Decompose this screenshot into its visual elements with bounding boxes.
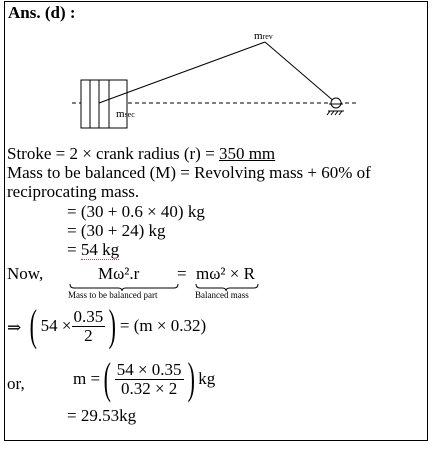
implies-arrow: ⇒	[7, 318, 22, 337]
rhs-caption: Balanced mass	[195, 290, 249, 300]
lhs-caption: Mass to be balanced part	[68, 290, 158, 300]
impl-rhs: = (m × 0.32)	[119, 316, 207, 335]
mass-line-2: reciprocating mass.	[7, 182, 140, 201]
or-unit: kg	[198, 369, 216, 388]
impl-fraction: $\frac{0.35}{2}$	[73, 306, 104, 345]
now-equals: =	[177, 264, 187, 283]
equation-2: = (30 + 24) kg	[67, 221, 166, 240]
or-fraction: $\frac{54 \times 0.35}{0.32 \times 2}$	[116, 359, 182, 398]
implies-expression: ( 54 × $\frac{0.35}{2}$ ) = (m × 0.32)	[29, 301, 207, 350]
now-lhs: Mω².r	[98, 264, 140, 283]
equation-3: = 54 kg	[67, 240, 120, 259]
now-label: Now,	[7, 264, 44, 283]
stroke-line: Stroke = 2 × crank radius (r) = 350 mm	[7, 144, 276, 163]
m-sec-label: msec	[116, 108, 135, 120]
now-rhs: mω² × R	[196, 264, 255, 283]
m-rev-label: mrev	[254, 30, 273, 42]
result: = 29.53kg	[67, 406, 137, 425]
or-expression: m = ( $\frac{54 \times 0.35}{0.32 \times 2}$ ) kg	[73, 354, 216, 403]
equation-1: = (30 + 0.6 × 40) kg	[67, 202, 205, 221]
or-m: m =	[73, 369, 101, 388]
mass-line-1: Mass to be balanced (M) = Revolving mass + 60% of	[7, 163, 371, 182]
answer-label: Ans. (d) :	[8, 3, 76, 22]
or-label: or,	[7, 374, 25, 393]
impl-54: 54 ×	[40, 316, 72, 335]
